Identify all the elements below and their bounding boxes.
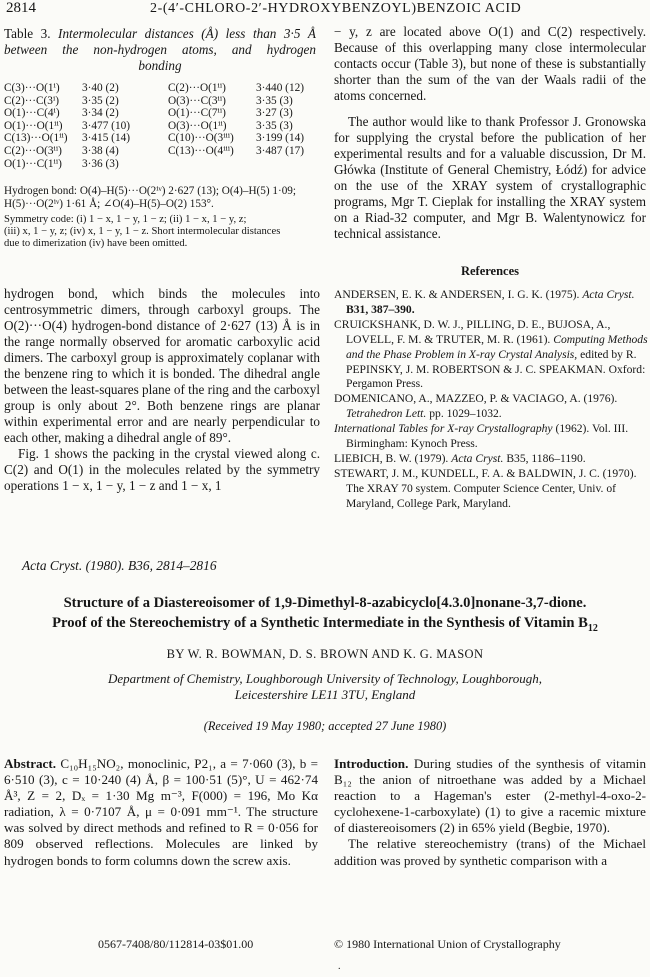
caption-line-1: Intermolecular distances (Å) less than 3·5 Å <box>58 26 316 41</box>
received-dates: (Received 19 May 1980; accepted 27 June 1980) <box>203 719 447 733</box>
stray-mark: . <box>338 961 341 972</box>
running-title: 2-(4′-CHLORO-2′-HYDROXYBENZOYL)BENZOIC ACID <box>150 1 522 16</box>
introduction-paragraph-2: The relative stereochemistry (trans) of the Michael addition was proved by synthetic comparison with a <box>334 836 646 868</box>
table-label: Table 3. <box>4 26 51 41</box>
article-code: 0567-7408/80/112814-03$01.00 <box>98 937 254 951</box>
table-row: C(2)···O(3ⁱⁱ) 3·38 (4) C(13)···O(4ⁱⁱⁱ) 3·487 (17) <box>4 144 305 157</box>
reference-item: DOMENICANO, A., MAZZEO, P. & VACIAGO, A. (1976). Tetrahedron Lett. pp. 1029–1032. <box>334 392 618 421</box>
table-3-caption <box>4 26 316 74</box>
reference-item: ANDERSEN, E. K. & ANDERSEN, I. G. K. (1975). Acta Cryst. B31, 387–390. <box>334 288 635 316</box>
caption-line-3: bonding <box>138 58 182 73</box>
abstract <box>4 756 318 869</box>
author-affiliation: Department of Chemistry, Loughborough University of Technology, Loughborough, Leicestershire LE11 3TU, England <box>107 671 543 702</box>
abstract-text: C₁₀H₁₅NO₂, monoclinic, P2₁, a = 7·060 (3), b = 6·510 (3), c = 10·240 (4) Å, β = 100·51 (5)°, U = 462·74 Å³, Z = 2, Dₓ = 1·30 Mg m⁻³, F(000) = 196, Mo Kα radiation, λ = 0·7107 Å, μ = 0·091 mm⁻¹. The structure was solved by direct methods and refined to R = 0·056 for 809 observed reflections. Molecules are linked by hydrogen bonds to form columns down the screw axis. <box>4 756 319 868</box>
distance-table <box>4 82 322 170</box>
continuation-paragraph: − y, z are located above O(1) and C(2) respectively. Because of this overlapping many close intermolecular contacts occur (Table 3), but none of these is substantially shorter than the sum of the van der Waals radii of the atoms concerned. <box>334 24 646 103</box>
article-title: Structure of a Diastereoisomer of 1,9-Dimethyl-8-azabicyclo[4.3.0]nonane-3,7-dione. Proof of the Stereochemistry of a Synthetic Intermediate in the Synthesis of Vitamin $B_{12}$ <box>52 595 598 634</box>
references-heading: References <box>460 264 520 278</box>
acknowledgement-paragraph: The author would like to thank Professor J. Gronowska for supplying the crystal before the publication of her experimental results and for a valuable discussion, Dr M. Główka (Institute of General Chemistry, Łódź) for advice on the use of the XRAY system of crystallographic programs, Mgr T. Cieplak for installing the XRAY system on a Riad-32 computer, and Mgr B. Walentynowicz for technical assistance. <box>334 114 646 241</box>
page-number: 2814 <box>6 0 36 16</box>
abstract-label: Abstract. <box>4 756 56 771</box>
body-paragraph-2: Fig. 1 shows the packing in the crystal viewed along c. C(2) and O(1) in the molecules related by the symmetry operations 1 − x, 1 − y, 1 − z and 1 − x, 1 <box>4 446 320 493</box>
journal-citation: Acta Cryst. (1980). B36, 2814–2816 <box>22 558 217 573</box>
symmetry-code-note: Symmetry code: (i) 1 − x, 1 − y, 1 − z; (ii) 1 − x, 1 − y, z; (iii) x, 1 − y, z; (iv) x, 1 − y, 1 − z. Short intermolecular distances due to dimerization (iv) have been omitted. <box>4 214 281 250</box>
reference-list <box>334 288 648 512</box>
table-row: O(1)···O(1ⁱⁱ) 3·477 (10) O(3)···O(1ⁱⁱ) 3·35 (3) <box>4 119 293 132</box>
left-body-text <box>4 286 320 494</box>
reference-item: International Tables for X-ray Crystallography (1962). Vol. III. Birmingham: Kynoch Press. <box>334 422 629 451</box>
table-row: C(3)···O(1ⁱ) 3·40 (2) C(2)···O(1ⁱⁱ) 3·440 (12) <box>4 82 305 94</box>
caption-line-2: between the non-hydrogen atoms, and hydrogen <box>4 42 316 57</box>
table-row: C(13)···O(1ⁱⁱ) 3·415 (14) C(10)···O(3ⁱⁱⁱ) 3·199 (14) <box>4 132 305 145</box>
reference-item: STEWART, J. M., KUNDELL, F. A. & BALDWIN, J. C. (1970). The XRAY 70 system. Computer Science Center, Univ. of Maryland, College Park, Maryland. <box>334 466 637 510</box>
body-paragraph-1: hydrogen bond, which binds the molecules into centrosymmetric dimers, through carboxyl groups. The O(2)···O(4) hydrogen-bond distance of 2·627 (13) Å is in the range normally observed for aromatic carboxylic acid dimers. The carboxyl group is approximately coplanar with the benzene ring to which it is bonded. The dihedral angle between the least-squares plane of the ring and the carboxyl group is only about 2°. Both benzene rings are planar within experimental error and are nearly perpendicular to each other, making a dihedral angle of 89°. <box>4 286 321 445</box>
reference-item: LIEBICH, B. W. (1979). Acta Cryst. B35, 1186–1190. <box>334 451 586 465</box>
introduction-paragraph-1: During studies of the synthesis of vitamin B₁₂ the anion of nitroethane was added by a Michael reaction to a Hageman's ester (2-methyl-4-oxo-2-cyclohexene-1-carboxylate) (1) to give a racemic mixture of diastereoisomers (2) in 65% yield (Begbie, 1970). <box>334 756 646 836</box>
table-row: C(2)···C(3ⁱ) 3·35 (2) O(3)···C(3ⁱⁱ) 3·35 (3) <box>4 94 293 107</box>
introduction <box>334 756 646 869</box>
introduction-label: Introduction. <box>334 756 409 771</box>
table-row: O(1)···C(1ⁱⁱ) 3·36 (3) <box>4 157 119 170</box>
hydrogen-bond-note: Hydrogen bond: O(4)–H(5)···O(2ⁱᵛ) 2·627 (13); O(4)–H(5) 1·09; H(5)···O(2ⁱᵛ) 1·61 Å; ∠O(4)–H(5)–O(2) 153°. <box>4 185 296 210</box>
copyright-notice: © 1980 International Union of Crystallography <box>334 937 561 951</box>
table-row: O(1)···C(4ⁱ) 3·34 (2) O(1)···C(7ⁱⁱ) 3·27 (3) <box>4 107 293 120</box>
article-authors: BY W. R. BOWMAN, D. S. BROWN AND K. G. MASON <box>166 647 484 661</box>
reference-item: CRUICKSHANK, D. W. J., PILLING, D. E., BUJOSA, A., LOVELL, F. M. & TRUTER, M. R. (1961). Computing Methods and the Phase Problem in X-ray Crystal Analysis, edited by R. PEPINSKY, J. M. ROBERTSON & J. C. SPEAKMAN. Oxford: Pergamon Press. <box>334 317 648 391</box>
